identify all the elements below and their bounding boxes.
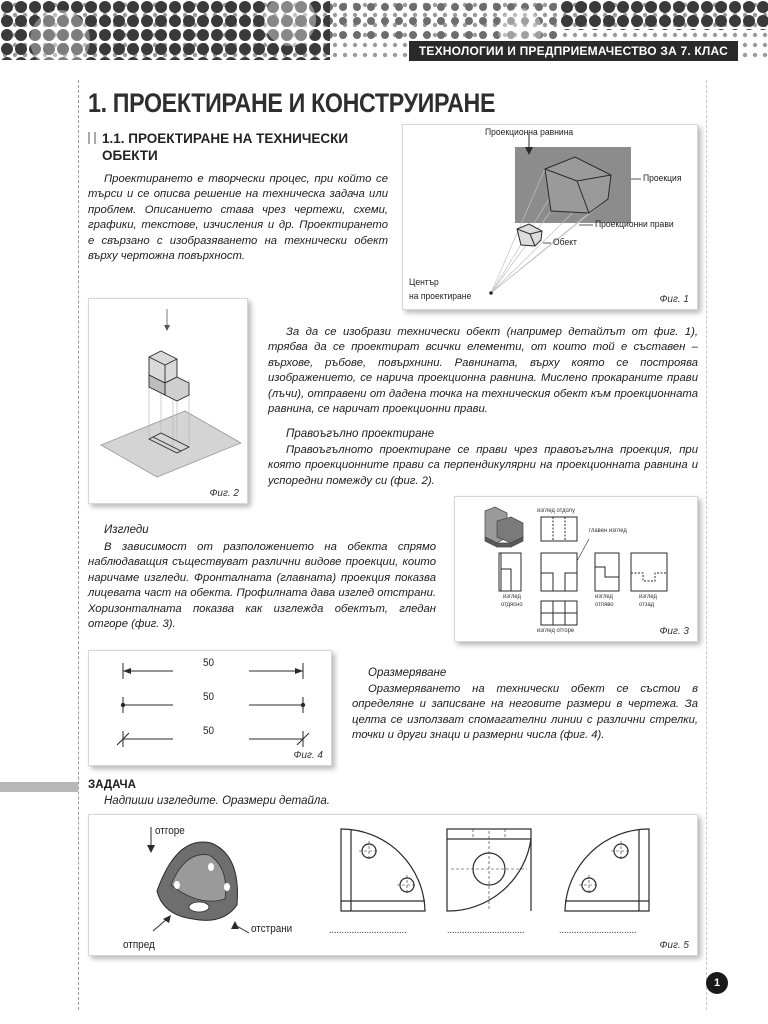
right-frame-line [706, 80, 707, 1010]
figure-4 [88, 650, 332, 766]
label-center-line2: на проектиране [409, 291, 472, 302]
page-header [0, 0, 768, 72]
figure-1 [402, 124, 698, 310]
halftone-pattern [0, 0, 768, 72]
dimension-value-3: 50 [203, 725, 215, 737]
dimension-value-1: 50 [203, 657, 215, 669]
dimension-value-2: 50 [203, 691, 215, 703]
label-view-from-below: изглед отдолу [537, 507, 576, 514]
answer-blank-3[interactable]: ............................... [559, 925, 637, 936]
label-right-view-1: изглед [503, 593, 521, 600]
label-object: Обект [553, 237, 577, 248]
label-projection: Проекция [643, 173, 682, 184]
orthogonal-heading: Правоъгълно проектиране [286, 428, 435, 440]
answer-blank-2[interactable]: ............................... [447, 925, 525, 936]
task-heading: ЗАДАЧА [88, 779, 136, 791]
section-heading-line1: 1.1. ПРОЕКТИРАНЕ НА ТЕХНИЧЕСКИ [102, 131, 349, 146]
projection-diagram [403, 125, 699, 311]
figure-5-caption: Фиг. 5 [659, 940, 689, 951]
section-heading [88, 130, 388, 164]
label-back-view-1: изглед [639, 593, 657, 600]
task-view-2 [447, 829, 531, 911]
projection-paragraph: За да се изобрази технически обект (например детайлът от фиг. 1), трябва да се проектират всички елементи, от които той е съставен – върхове, ръбове, повърхнини. Равнината, върху която се построява изображението, се нарича проекционна равнина. Мислено прокараните прави (лъчи), отправени от дадена точка на техническия обект към проекционната равнина, се наричат проекционни прави. [268, 326, 698, 416]
figure-2 [88, 298, 248, 504]
label-from-side: отстрани [251, 923, 293, 935]
task-view-3 [565, 829, 649, 911]
label-view-from-top: изглед отгоре [537, 627, 575, 634]
figure-2-caption: Фиг. 2 [209, 488, 239, 499]
orthogonal-paragraph: Правоъгълното проектиране се прави чрез правоъгълна проекция, при която проекционните прави са перпендикулярни на проекционната равнина и успоредни помежду си (фиг. 2). [268, 444, 698, 487]
dimensioning-paragraph: Оразмеряването на технически обект се състои в определяне и записване на неговите размери в чертежа. За целта се използват спомагателни линии с различни стрелки, точки и други знаци и размерни числа (фиг. 4). [352, 683, 698, 742]
page-number: 1 [706, 972, 728, 994]
left-frame-line [78, 80, 79, 1010]
label-left-view-2: отляво [595, 601, 614, 608]
figure-3-caption: Фиг. 3 [659, 626, 689, 637]
views-heading: Изгледи [104, 524, 149, 536]
label-main-view: главен изглед [589, 527, 627, 534]
task-marker-bar [0, 782, 78, 792]
section-heading-line2: ОБЕКТИ [102, 148, 158, 163]
book-title: ТЕХНОЛОГИИ И ПРЕДПРИЕМАЧЕСТВО ЗА 7. КЛАС [409, 41, 738, 61]
label-left-view-1: изглед [595, 593, 613, 600]
views-paragraph: В зависимост от разположението на обекта спрямо наблюдаващия съществуват различни видове проекции, които наричаме изгледи. Фронталната (главната) проекция показва лицевата част на обекта. Профилната дава изглед отстрани. Хоризонталната показва как изглежда обектът, гледан отгоре (фиг. 3). [88, 541, 436, 631]
figure-5 [88, 814, 698, 956]
views-diagram [455, 497, 699, 643]
corner-part-3d [157, 842, 237, 920]
chapter-title: 1. ПРОЕКТИРАНЕ И КОНСТРУИРАНЕ [88, 88, 496, 118]
label-projection-plane: Проекционна равнина [485, 127, 574, 138]
figure-1-caption: Фиг. 1 [659, 294, 689, 305]
section-marker-icon [88, 132, 96, 144]
label-right-view-2: отдясно [501, 601, 523, 608]
figure-4-caption: Фиг. 4 [293, 750, 323, 761]
label-from-top: отгоре [155, 825, 185, 837]
label-projection-rays: Проекционни прави [595, 219, 674, 230]
figure-3 [454, 496, 698, 642]
answer-blank-1[interactable]: ............................... [329, 925, 407, 936]
intro-paragraph: Проектирането е творчески процес, при който се търси и се описва решение на техническа задача или проблем. Описанието става чрез чертежи, схеми, графики, текстове, изчисления и др. Проектирането е свързано с изобразяването на технически обект върху чертожна повърхност. [88, 173, 388, 263]
orthogonal-projection-diagram [89, 299, 249, 505]
label-center-line1: Център [409, 277, 439, 288]
dimensioning-heading: Оразмеряване [368, 667, 447, 679]
label-from-front: отпред [123, 939, 155, 951]
task-view-1 [341, 829, 425, 911]
task-text: Надпиши изгледите. Оразмери детайла. [104, 795, 330, 807]
label-back-view-2: отзад [639, 601, 655, 608]
